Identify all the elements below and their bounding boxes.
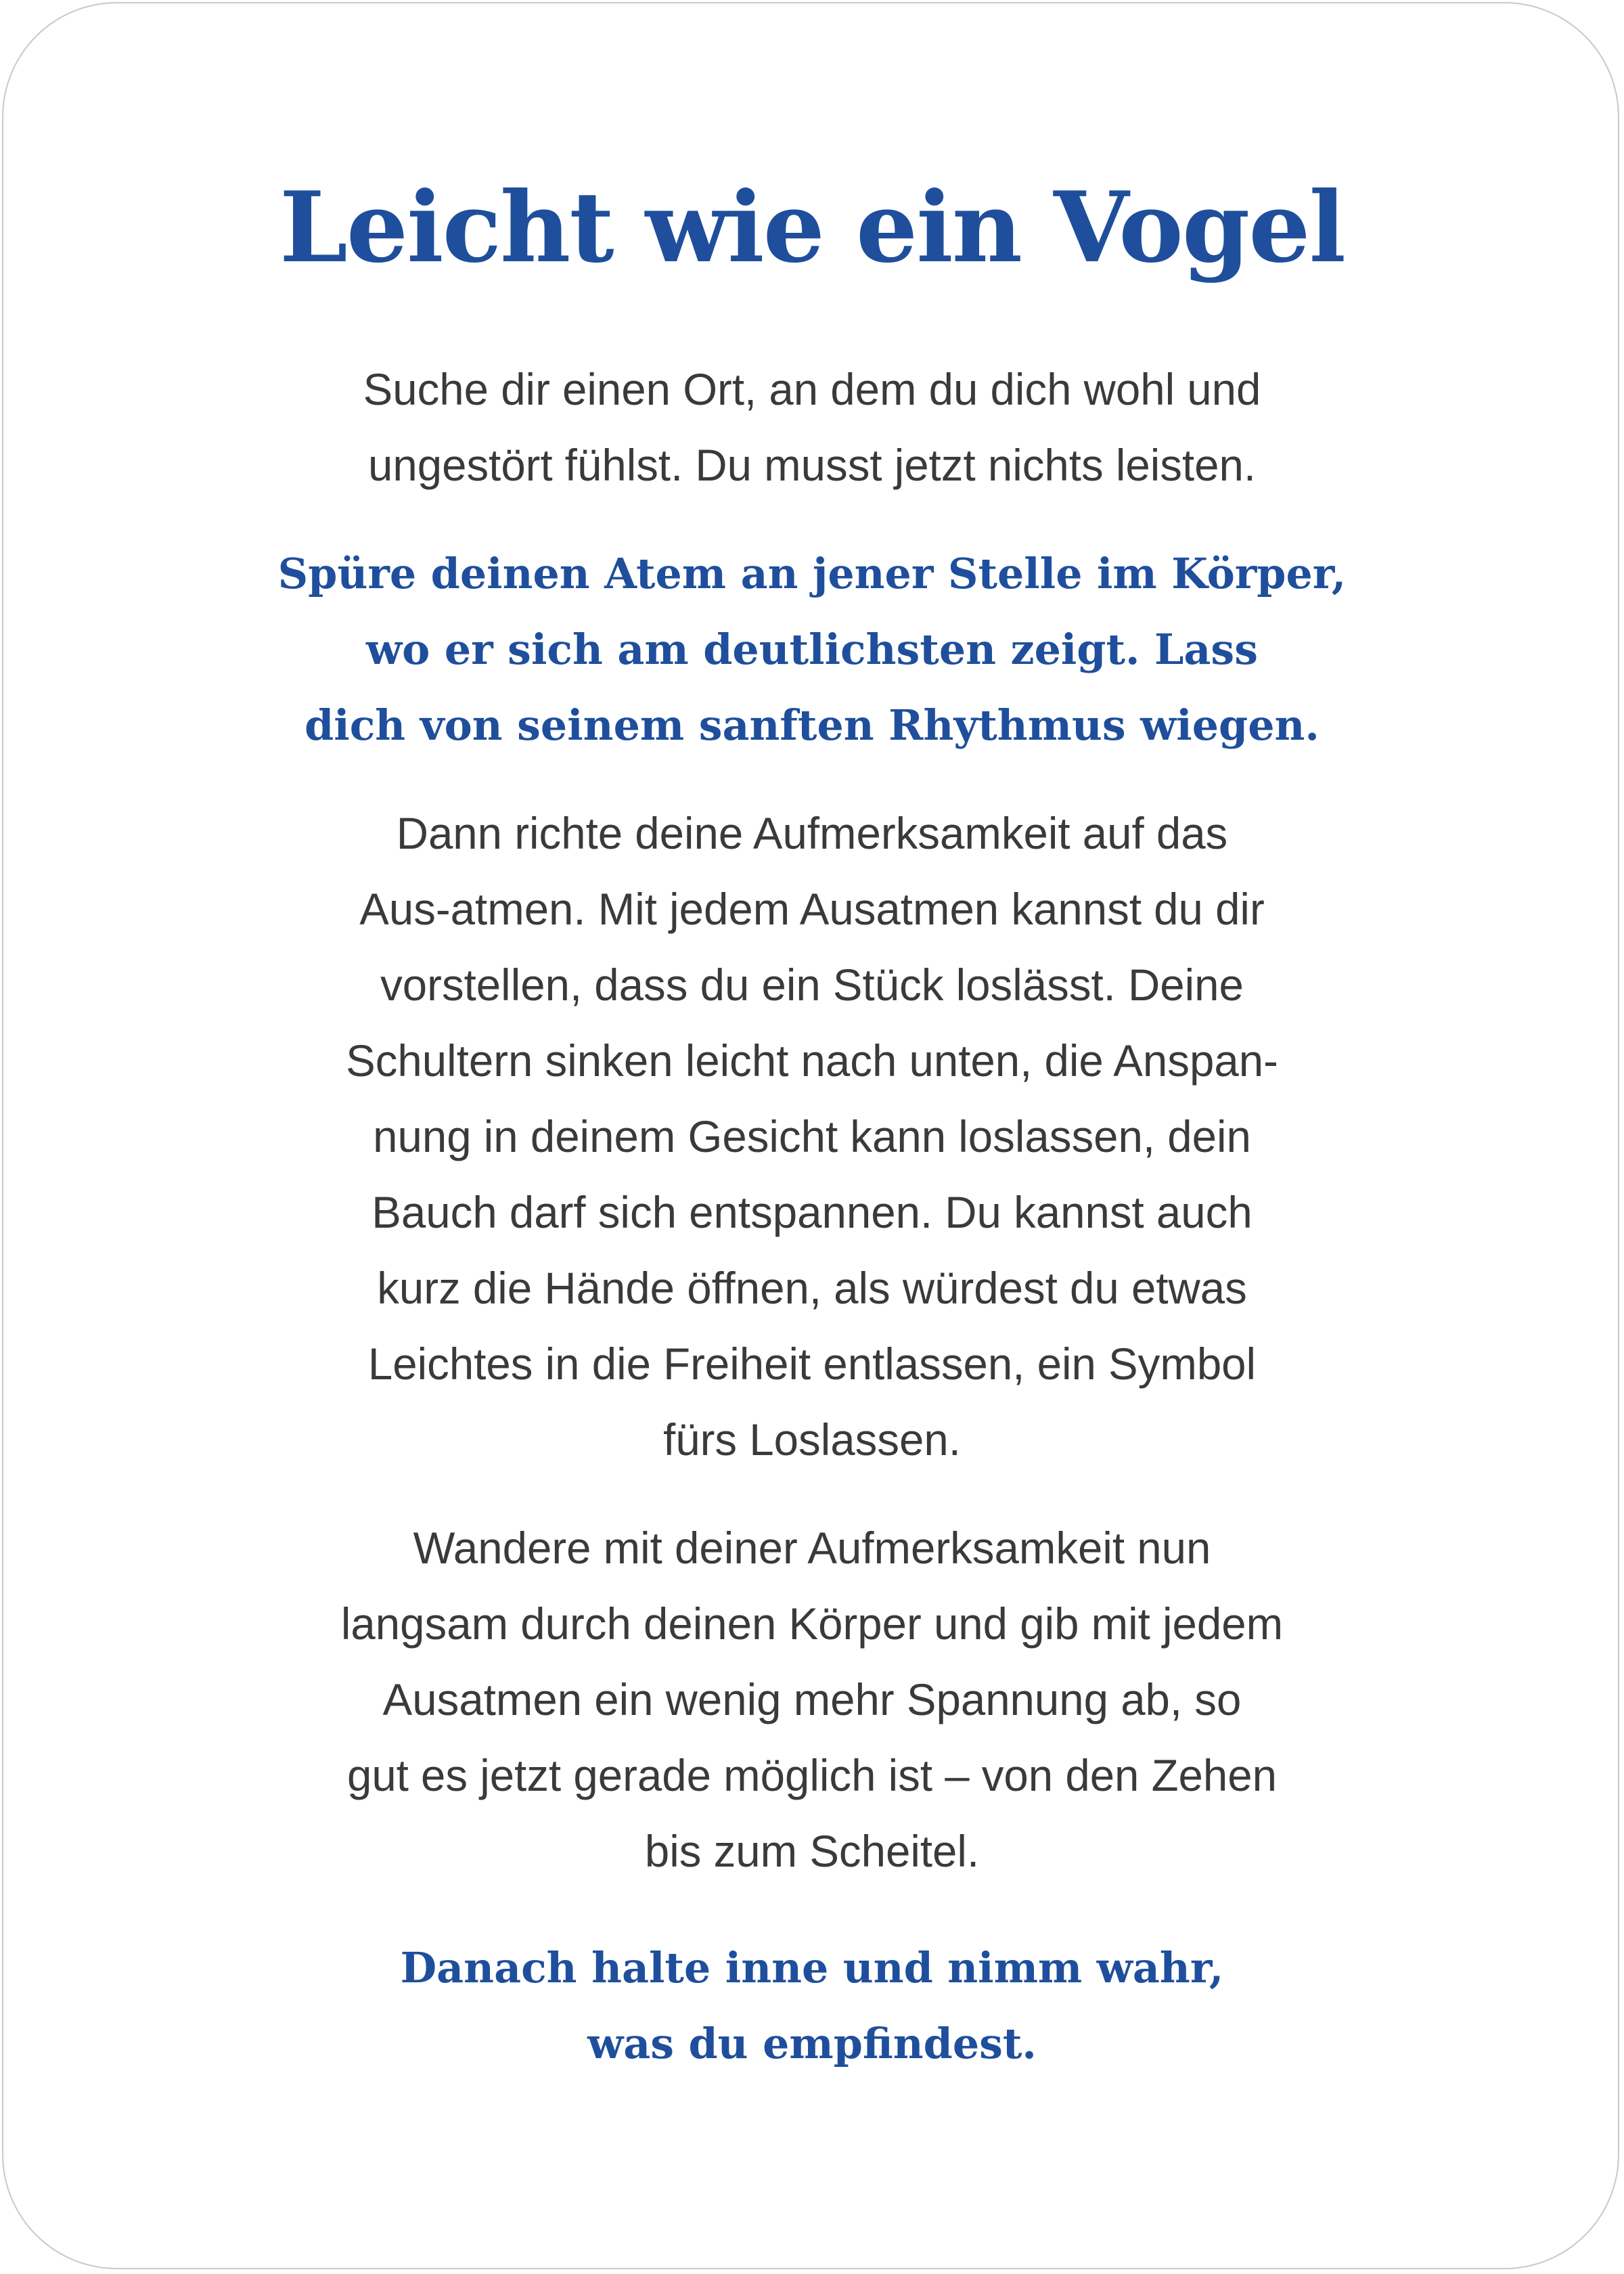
paragraph-line: gut es jetzt gerade möglich ist – von den Zehen	[346, 1751, 1278, 1800]
paragraph-intro	[0, 352, 1624, 504]
paragraph-line: Aus-atmen. Mit jedem Ausatmen kannst du dir	[359, 885, 1265, 934]
paragraph-line: Leichtes in die Freiheit entlassen, ein Symbol	[367, 1339, 1257, 1389]
paragraph-line: bis zum Scheitel.	[644, 1827, 980, 1876]
highlight-line: Danach halte inne und nimm wahr,	[400, 1943, 1224, 1992]
paragraph-exhale	[0, 796, 1624, 1478]
paragraph-line: Schultern sinken leicht nach unten, die Anspan-	[346, 1036, 1278, 1086]
paragraph-line: kurz die Hände öffnen, als würdest du etwas	[377, 1264, 1247, 1313]
highlight-line: wo er sich am deutlichsten zeigt. Lass	[366, 625, 1258, 674]
paragraph-closing-highlight	[0, 1930, 1624, 2082]
paragraph-line: Suche dir einen Ort, an dem du dich wohl und	[363, 365, 1261, 414]
paragraph-line: ungestört fühlst. Du musst jetzt nichts leisten.	[367, 441, 1257, 490]
card-title: Leicht wie ein Vogel	[279, 170, 1345, 284]
paragraph-line: langsam durch deinen Körper und gib mit jedem	[340, 1599, 1284, 1649]
paragraph-line: fürs Loslassen.	[663, 1415, 961, 1465]
paragraph-body-scan	[0, 1511, 1624, 1890]
paragraph-line: Ausatmen ein wenig mehr Spannung ab, so	[382, 1675, 1242, 1724]
paragraph-line: Wandere mit deiner Aufmerksamkeit nun	[413, 1523, 1211, 1573]
paragraph-line: vorstellen, dass du ein Stück loslässt. Deine	[380, 960, 1244, 1010]
highlight-line: Spüre deinen Atem an jener Stelle im Körper,	[277, 549, 1347, 598]
paragraph-line: Dann richte deine Aufmerksamkeit auf das	[396, 809, 1228, 858]
highlight-line: dich von seinem sanften Rhythmus wiegen.	[304, 700, 1320, 750]
paragraph-line: Bauch darf sich entspannen. Du kannst auch	[371, 1188, 1253, 1237]
paragraph-line: nung in deinem Gesicht kann loslassen, dein	[373, 1112, 1251, 1161]
highlight-line: was du empfindest.	[587, 2019, 1037, 2068]
paragraph-breath-highlight	[0, 536, 1624, 763]
